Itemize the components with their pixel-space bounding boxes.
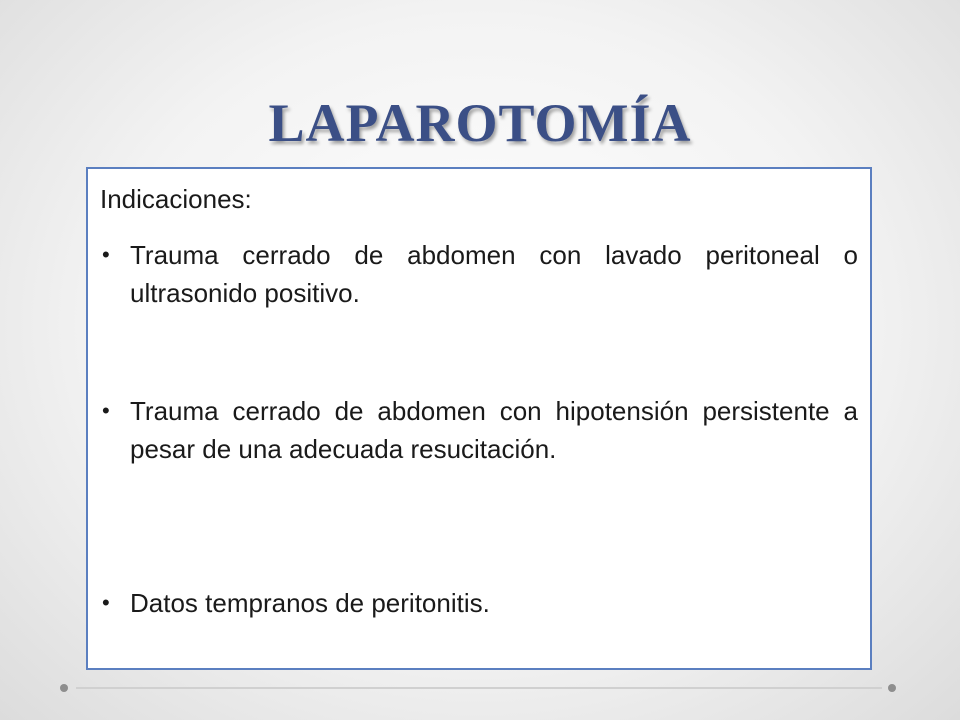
- bullet-item-1: [102, 236, 858, 312]
- bullet-icon: •: [102, 590, 110, 615]
- bullet-text-3: Datos tempranos de peritonitis.: [130, 588, 490, 618]
- bullet-icon: •: [102, 398, 110, 423]
- bullet-icon: •: [102, 242, 110, 267]
- slide-title: LAPAROTOMÍA: [268, 93, 692, 153]
- bullet-item-2: [102, 392, 858, 468]
- bullet-text-2: Trauma cerrado de abdomen con hipotensión persistente a pesar de una adecuada resucitación.: [130, 396, 858, 464]
- footer-divider: [76, 687, 882, 689]
- bullet-item-3: [102, 584, 858, 622]
- indications-heading: Indicaciones:: [100, 184, 252, 214]
- bullet-text-1: Trauma cerrado de abdomen con lavado peritoneal o ultrasonido positivo.: [130, 240, 858, 308]
- content-box: [86, 167, 872, 670]
- footer-dot-right-icon: [888, 684, 896, 692]
- footer-dot-left-icon: [60, 684, 68, 692]
- bullet-list: [88, 169, 870, 668]
